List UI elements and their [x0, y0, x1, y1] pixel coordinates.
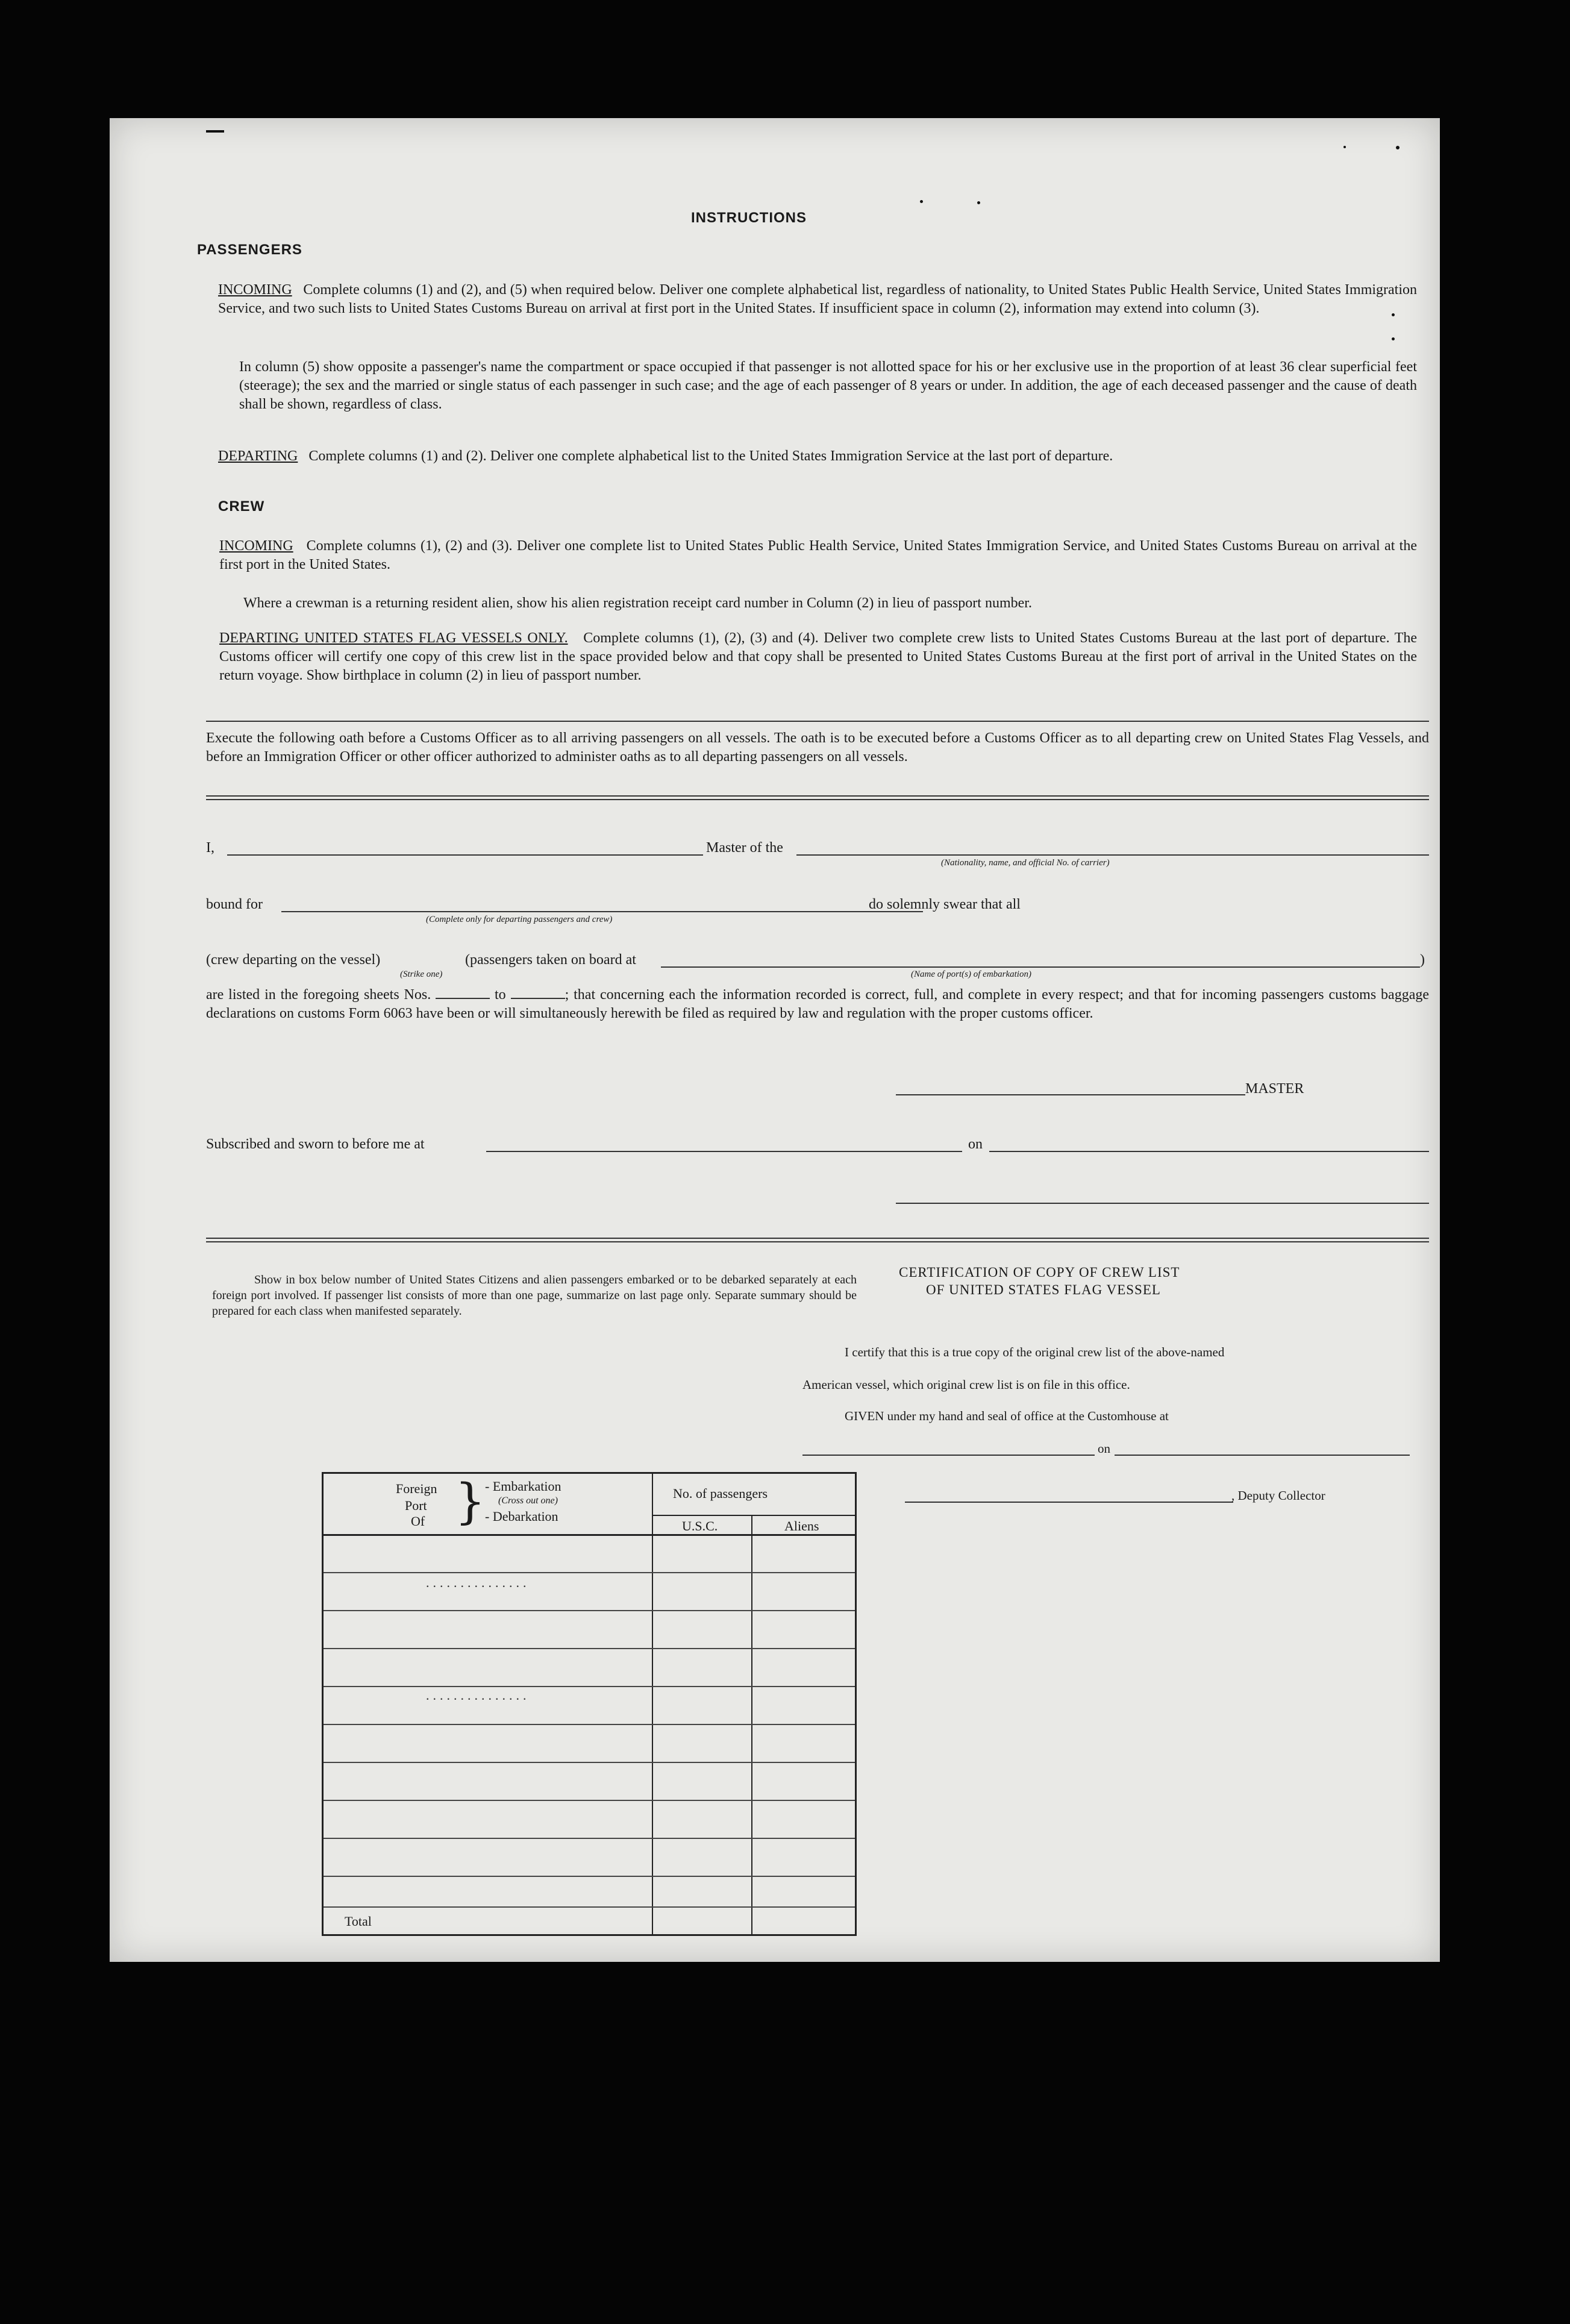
master-signature-line[interactable]	[896, 1094, 1245, 1095]
table-row-line	[324, 1610, 855, 1611]
close-paren: )	[1420, 952, 1425, 968]
subscribed-on-word: on	[968, 1136, 983, 1152]
header-bottom-rule	[324, 1534, 855, 1536]
passengers-incoming-text: Complete columns (1) and (2), and (5) when required below. Deliver one complete alphabetical list, regardless of nationality, to United States Public Health Service, United States Immigration Service, and two such lists to United States Customs Bureau on arrival at first port in the United States. If insufficient space in column (2), information may extend into column (3).	[218, 282, 1418, 316]
table-row-line	[324, 1686, 855, 1687]
master-label: MASTER	[1245, 1081, 1304, 1097]
nationality-note: (Nationality, name, and official No. of carrier)	[941, 858, 1110, 868]
certify-text: I certify that this is a true copy of the original crew list of the above-named	[845, 1345, 1225, 1359]
swear-text: do solemnly swear that all	[869, 897, 1021, 912]
sheet-from-line[interactable]	[436, 998, 490, 999]
master-of-label: Master of the	[706, 840, 783, 856]
crew-departing-option: (crew departing on the vessel)	[206, 952, 381, 968]
certification-title-line1: CERTIFICATION OF COPY OF CREW LIST	[899, 1265, 1180, 1280]
total-row-line	[324, 1906, 855, 1908]
embarkation-option[interactable]: - Embarkation	[485, 1479, 561, 1494]
ports-note: (Name of port(s) of embarkation)	[911, 969, 1031, 979]
deputy-collector-label: , Deputy Collector	[1231, 1488, 1325, 1503]
passengers-departing-paragraph	[218, 447, 1417, 466]
subscribed-label: Subscribed and sworn to before me at	[206, 1136, 425, 1152]
subscribed-place-line[interactable]	[486, 1151, 962, 1152]
dotted-leader: ...............	[426, 1575, 530, 1590]
table-row-line	[324, 1648, 855, 1649]
crew-incoming-text: Complete columns (1), (2) and (3). Deliver one complete list to United States Public Health Service, United States Immigration Service, and United States Customs Bureau on arrival at the first port in the United States.	[219, 538, 1418, 572]
double-rule-bottom	[206, 1238, 1429, 1242]
crew-incoming-label: INCOMING	[219, 538, 293, 554]
of-label: Of	[411, 1514, 425, 1529]
foreign-label: Foreign	[396, 1481, 437, 1496]
given-text: GIVEN under my hand and seal of office at the Customhouse at	[845, 1409, 1169, 1423]
crew-incoming-paragraph	[219, 537, 1417, 574]
total-label: Total	[345, 1914, 372, 1929]
subscribed-date-line[interactable]	[989, 1151, 1429, 1152]
sheet-to-line[interactable]	[511, 998, 565, 999]
crew-resident-paragraph: Where a crewman is a returning resident alien, show his alien registration receipt card number in Column (2) in lieu of passport number.	[243, 595, 1032, 611]
usc-header: U.S.C.	[682, 1518, 718, 1533]
passengers-incoming-label: INCOMING	[218, 282, 292, 298]
passengers-incoming-paragraph	[218, 281, 1417, 318]
double-rule-top	[206, 795, 1429, 800]
crew-departing-paragraph	[219, 629, 1417, 685]
complete-only-note: (Complete only for departing passengers and crew)	[426, 915, 613, 924]
crew-departing-label: DEPARTING UNITED STATES FLAG VESSELS ONLY.	[219, 630, 568, 646]
listed-paragraph	[206, 986, 1429, 1023]
passenger-summary-table	[322, 1472, 857, 1936]
cert-date-line[interactable]	[1115, 1455, 1410, 1456]
listed-prefix: are listed in the foregoing sheets Nos.	[206, 987, 431, 1003]
header-subdivider	[652, 1515, 855, 1516]
american-vessel-text: American vessel, which original crew list is on file in this office.	[802, 1377, 1130, 1392]
certification-title-line2: OF UNITED STATES FLAG VESSEL	[926, 1282, 1161, 1297]
officer-signature-line[interactable]	[896, 1203, 1429, 1204]
crew-heading: CREW	[218, 498, 265, 515]
to-word: to	[495, 987, 506, 1003]
passengers-taken-option: (passengers taken on board at	[465, 952, 636, 968]
ports-line[interactable]	[661, 966, 1420, 968]
aliens-header: Aliens	[784, 1518, 819, 1533]
port-label: Port	[405, 1498, 427, 1513]
passengers-departing-text: Complete columns (1) and (2). Deliver one complete alphabetical list to the United States Immigration Service at the last port of departure.	[308, 448, 1113, 464]
debarkation-option[interactable]: - Debarkation	[485, 1509, 558, 1524]
table-row-line	[324, 1838, 855, 1839]
table-row-line	[324, 1762, 855, 1763]
passengers-departing-label: DEPARTING	[218, 448, 298, 464]
oath-i-label: I,	[206, 840, 214, 856]
strike-one-note: (Strike one)	[400, 969, 443, 979]
no-passengers-header: No. of passengers	[673, 1486, 768, 1501]
cert-on-word: on	[1098, 1441, 1110, 1456]
passengers-heading: PASSENGERS	[197, 242, 302, 258]
carrier-line[interactable]	[796, 854, 1429, 856]
bound-for-line[interactable]	[281, 911, 923, 912]
table-row-line	[324, 1572, 855, 1573]
dotted-leader: ...............	[426, 1688, 530, 1703]
listed-rest: ; that concerning each the information recorded is correct, full, and complete in every respect; and that for incoming passengers customs baggage declarations on customs Form 6063 have been or will simultaneously herewith be filed as required by law and regulation with the proper customs officer.	[206, 987, 1430, 1021]
passengers-column5-paragraph: In column (5) show opposite a passenger's name the compartment or space occupied if that passenger is not allotted space for his or her exclusive use in the proportion of at least 36 clear superficial feet (steerage); the sex and the married or single status of each passenger in such case; and the age of each passenger of 8 years or under. In addition, the age of each deceased passenger and the cause of death shall be shown, regardless of class.	[239, 359, 1417, 412]
table-row-line	[324, 1724, 855, 1725]
table-col-divider-1	[652, 1474, 653, 1934]
cert-place-line[interactable]	[802, 1455, 1095, 1456]
master-name-line[interactable]	[227, 854, 703, 856]
cross-out-note: (Cross out one)	[498, 1496, 558, 1506]
table-row-line	[324, 1800, 855, 1801]
summary-instruction: Show in box below number of United States Citizens and alien passengers embarked or to be debarked separately at each foreign port involved. If passenger list consists of more than one page, summarize on last page only. Separate summary should be prepared for each class when manifested separately.	[212, 1273, 857, 1318]
crew-departing-text: Complete columns (1), (2), (3) and (4). Deliver two complete crew lists to United States Customs Bureau at the last port of departure. The Customs officer will certify one copy of this crew list in the space provided below and that copy shall be presented to United States Customs Bureau at the first port of arrival in the United States on the return voyage. Show birthplace in column (2) in lieu of passport number.	[219, 630, 1418, 683]
table-row-line	[324, 1876, 855, 1877]
oath-intro: Execute the following oath before a Customs Officer as to all arriving passengers on all vessels. The oath is to be executed before a Customs Officer as to all departing crew on United States Flag Vessels, and before an Immigration Officer or other officer authorized to administer oaths as to all departing passengers on all vessels.	[206, 730, 1429, 765]
document-page	[110, 118, 1440, 1962]
bound-for-label: bound for	[206, 897, 263, 912]
table-col-divider-2	[751, 1516, 752, 1934]
brace-icon: }	[455, 1473, 486, 1529]
instructions-title: INSTRUCTIONS	[691, 210, 807, 226]
deputy-signature-line[interactable]	[905, 1502, 1233, 1503]
divider-rule	[206, 721, 1429, 722]
